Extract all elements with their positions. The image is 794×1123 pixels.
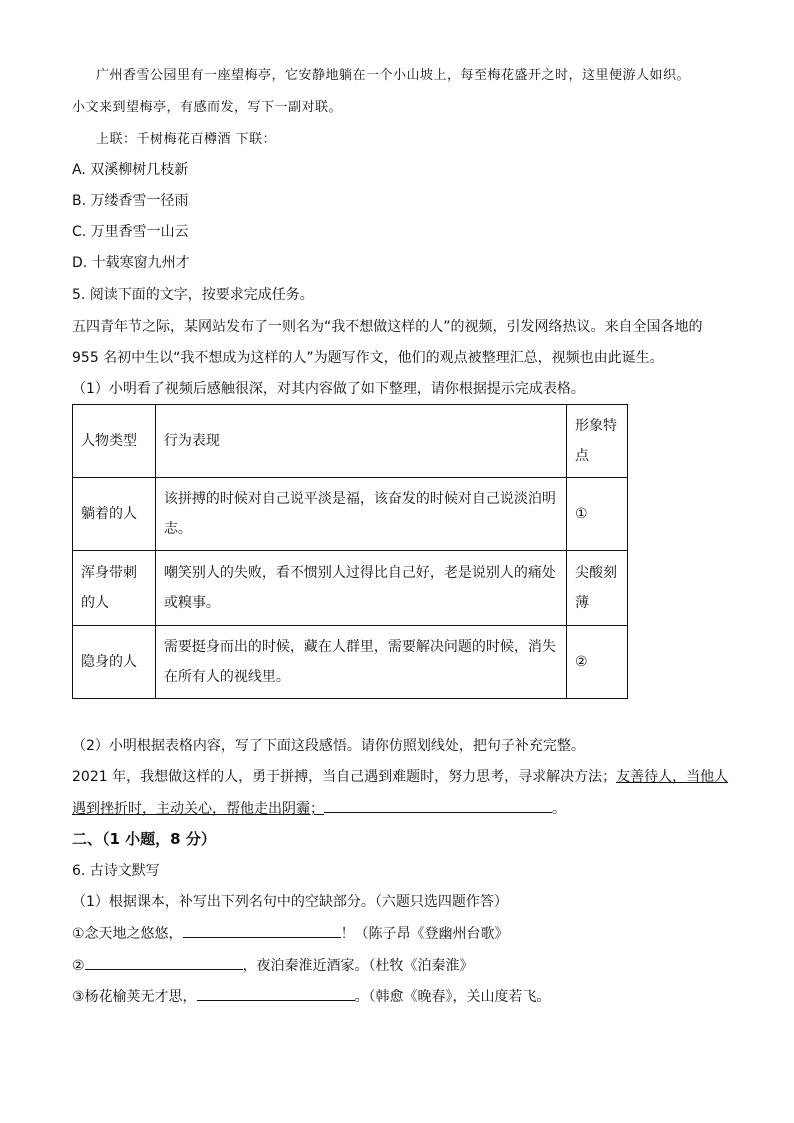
recitation-item-1 [72,923,509,944]
reflection-underlined-text: 遇到挫折时，主动关心，帮他走出阴霾； [72,801,324,817]
table-cell: 躺着的人 [73,478,156,551]
reflection-line-1 [72,767,728,787]
q5-title: 5. 阅读下面的文字，按要求完成任务。 [72,287,314,303]
recitation-blank-1[interactable] [183,923,341,938]
q6-title: 6. 古诗文默写 [72,863,160,879]
reflection-text: 2021 年，我想做这样的人，勇于拼搏，当自己遇到难题时，努力思考，寻求解决方法； [72,769,617,785]
recitation-text: ①念天地之悠悠， [72,926,183,942]
q5-sub1: （1）小明看了视频后感触很深，对其内容做了如下整理，请你根据提示完成表格。 [72,381,585,397]
recitation-text: ！（陈子昂《登幽州台歌》 [340,926,509,942]
table-header-cell: 形象特点 [567,405,628,478]
recitation-text: ，夜泊秦淮近酒家。（杜牧《泊秦淮》 [242,958,474,974]
recitation-blank-2[interactable] [85,955,243,970]
couplet-line: 上联：千树梅花百樽酒 下联： [96,132,277,147]
option-b[interactable]: B. 万缕香雪一径雨 [72,193,189,209]
intro-line-1: 广州香雪公园里有一座望梅亭，它安静地躺在一个小山坡上，每至梅花盛开之时，这里便游人如织。 [96,68,691,83]
table-cell: 浑身带刺的人 [73,551,156,626]
reflection-end: 。 [552,801,566,817]
table-cell-answer-1[interactable]: ① [567,478,628,551]
recitation-text: ② [72,958,85,974]
table-cell: 嘲笑别人的失败，看不惯别人过得比自己好，老是说别人的痛处或糗事。 [155,551,566,626]
table-cell: 需要挺身而出的时候，藏在人群里，需要解决问题的时候，消失在所有人的视线里。 [155,626,566,699]
q5-paragraph-line-1: 五四青年节之际，某网站发布了一则名为“我不想做这样的人”的视频，引发网络热议。来自全国各地的 [72,319,703,335]
recitation-text: ③杨花榆荚无才思， [72,989,197,1005]
option-c[interactable]: C. 万里香雪一山云 [72,224,189,240]
reflection-answer-blank[interactable] [324,798,552,813]
table-header-cell: 人物类型 [73,405,156,478]
table-row [73,478,628,551]
recitation-blank-3[interactable] [197,986,355,1001]
table-header-cell: 行为表现 [155,405,566,478]
reflection-underlined-text: 友善待人，当他人 [616,769,729,785]
table-row [73,626,628,699]
q5-sub2: （2）小明根据表格内容，写了下面这段感悟。请你仿照划线处，把句子补充完整。 [72,738,585,754]
q6-sub1: （1）根据课本，补写出下列名句中的空缺部分。（六题只选四题作答） [72,894,508,910]
option-d[interactable]: D. 十载寒窗九州才 [72,255,190,271]
recitation-item-2 [72,955,474,976]
table-cell: 该拼搏的时候对自己说平淡是福，该奋发的时候对自己说淡泊明志。 [155,478,566,551]
reflection-line-2 [72,798,566,819]
section-2-title: 二、（1 小题，8 分） [72,830,216,848]
q5-paragraph-line-2: 955 名初中生以“我不想成为这样的人”为题写作文，他们的观点被整理汇总，视频也由此诞生。 [72,350,664,366]
character-table [72,404,628,699]
intro-line-2: 小文来到望梅亭，有感而发，写下一副对联。 [72,100,343,115]
recitation-text: 。（韩愈《晚春》，关山度若飞。 [354,989,551,1005]
table-header-row [73,405,628,478]
recitation-item-3 [72,986,551,1007]
table-cell-answer-2[interactable]: ② [567,626,628,699]
option-a[interactable]: A. 双溪柳树几枝新 [72,162,189,178]
table-cell: 尖酸刻薄 [567,551,628,626]
table-row [73,551,628,626]
table-cell: 隐身的人 [73,626,156,699]
